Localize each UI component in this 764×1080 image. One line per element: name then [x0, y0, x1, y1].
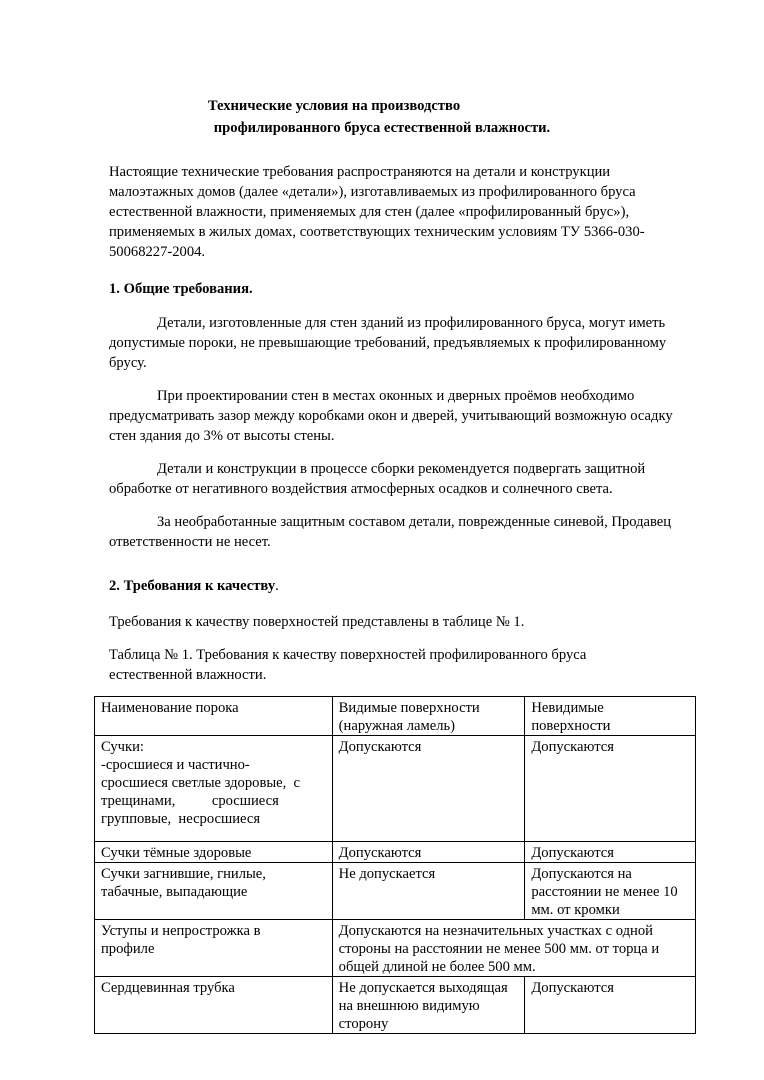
paragraph-line: При проектировании стен в местах оконных и дверных проёмов необходимо	[157, 388, 635, 404]
cell-text: Сучки загнившие, гнилые,	[101, 866, 266, 882]
cell-text: -сросшиеся и частично-	[101, 757, 250, 773]
merged-cell	[332, 920, 695, 977]
table-row	[95, 920, 696, 977]
section-1-paragraph-1	[109, 313, 689, 373]
hidden-cell	[525, 842, 696, 863]
defect-cell	[95, 863, 333, 920]
paragraph-line: стен здания до 3% от высоты стены.	[109, 428, 335, 444]
visible-cell	[332, 863, 525, 920]
table-row	[95, 863, 696, 920]
defect-cell	[95, 736, 333, 842]
cell-text: групповые, несросшиеся	[101, 811, 261, 827]
header-text: (наружная ламель)	[338, 718, 456, 734]
table-row	[95, 977, 696, 1034]
paragraph-line: За необработанные защитным составом детали, поврежденные синевой, Продавец	[157, 514, 672, 530]
visible-cell	[332, 842, 525, 863]
header-text: поверхности	[531, 718, 611, 734]
cell-text: сросшиеся светлые здоровые, с	[101, 775, 301, 791]
cell-text: на внешнюю видимую	[338, 998, 480, 1014]
visible-cell	[332, 977, 525, 1034]
quality-requirements-table	[94, 696, 696, 1034]
cell-text: Не допускается выходящая	[338, 980, 508, 996]
header-text: Наименование порока	[101, 700, 239, 716]
section-1-paragraph-3	[109, 459, 689, 499]
paragraph-line: ответственности не несет.	[109, 534, 271, 550]
cell-text: мм. от кромки	[531, 902, 620, 918]
section-2-heading-text: 2. Требования к качеству	[109, 578, 276, 594]
cell-text: табачные, выпадающие	[101, 884, 248, 900]
intro-line: Настоящие технические требования распространяются на детали и конструкции	[109, 164, 611, 180]
hidden-cell	[525, 863, 696, 920]
section-1-heading: 1. Общие требования.	[109, 281, 253, 297]
defect-cell	[95, 977, 333, 1034]
cell-text: Сучки тёмные здоровые	[101, 845, 252, 861]
header-text: Видимые поверхности	[338, 700, 480, 716]
intro-line: малоэтажных домов (далее «детали»), изготавливаемых из профилированного бруса	[109, 184, 636, 200]
table-row	[95, 736, 696, 842]
header-cell-defect	[95, 697, 333, 736]
caption-line: естественной влажности.	[109, 667, 267, 683]
paragraph-line: Детали, изготовленные для стен зданий из профилированного бруса, могут иметь	[157, 315, 666, 331]
cell-text: Допускаются	[531, 980, 614, 996]
paragraph-line: брусу.	[109, 355, 147, 371]
cell-text: Допускаются	[338, 739, 422, 755]
section-1-paragraph-4	[109, 512, 689, 552]
intro-paragraph	[109, 162, 689, 262]
cell-text: Допускаются	[338, 845, 422, 861]
cell-text: профиле	[101, 941, 155, 957]
hidden-cell	[525, 977, 696, 1034]
intro-line: естественной влажности, применяемых для стен (далее «профилированный брус»),	[109, 204, 630, 220]
intro-line: применяемых в жилых домах, соответствующих техническим условиям ТУ 5366-030-	[109, 224, 645, 240]
header-cell-hidden	[525, 697, 696, 736]
cell-text: общей длиной не более 500 мм.	[338, 959, 536, 975]
document-title-line-1: Технические условия на производство	[207, 98, 461, 114]
section-1-paragraph-2	[109, 386, 689, 446]
paragraph-line: Детали и конструкции в процессе сборки рекомендуется подвергать защитной	[157, 461, 646, 477]
cell-text: Допускаются	[531, 845, 614, 861]
header-cell-visible	[332, 697, 525, 736]
defect-cell	[95, 842, 333, 863]
visible-cell	[332, 736, 525, 842]
cell-text: Сучки:	[101, 739, 144, 755]
paragraph-line: допустимые пороки, не превышающие требований, предъявляемых к профилированному	[109, 335, 667, 351]
paragraph-line: обработке от негативного воздействия атмосферных осадков и солнечного света.	[109, 481, 613, 497]
cell-text: Уступы и непрострожка в	[101, 923, 261, 939]
cell-text: сторону	[338, 1016, 389, 1032]
table-caption	[109, 645, 689, 685]
cell-text: Допускаются на незначительных участках с одной	[338, 923, 653, 939]
paragraph-line: предусматривать зазор между коробками окон и дверей, учитывающий возможную осадку	[109, 408, 673, 424]
section-2-heading-period: .	[275, 578, 279, 594]
caption-line: Таблица № 1. Требования к качеству поверхностей профилированного бруса	[109, 647, 587, 663]
header-text: Невидимые	[531, 700, 604, 716]
cell-text: расстоянии не менее 10	[531, 884, 678, 900]
table-header-row	[95, 697, 696, 736]
hidden-cell	[525, 736, 696, 842]
defect-cell	[95, 920, 333, 977]
cell-text: стороны на расстоянии не менее 500 мм. от торца и	[338, 941, 660, 957]
intro-line: 50068227-2004.	[109, 244, 206, 260]
document-title-line-2: профилированного бруса естественной влажности.	[213, 120, 551, 136]
table-row	[95, 842, 696, 863]
section-2-paragraph: Требования к качеству поверхностей представлены в таблице № 1.	[109, 614, 525, 630]
section-2-heading	[109, 576, 689, 596]
cell-text: Не допускается	[338, 866, 436, 882]
cell-text: Допускаются на	[531, 866, 632, 882]
cell-text: Допускаются	[531, 739, 614, 755]
cell-text: Сердцевинная трубка	[101, 980, 235, 996]
cell-text: трещинами, сросшиеся	[101, 793, 279, 809]
